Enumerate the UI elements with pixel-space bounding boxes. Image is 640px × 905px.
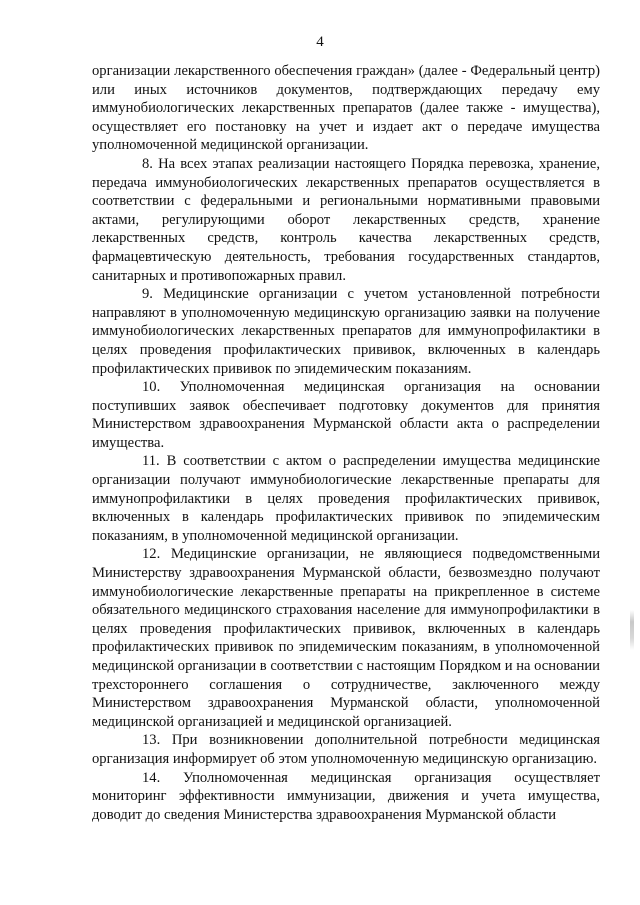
paragraph: 10. Уполномоченная медицинская организация на основании поступивших заявок обеспечивает подготовку документов для принятия Министерством здравоохранения Мурманской области акта о распределении имущества. — [92, 379, 600, 451]
scan-margin-mark — [630, 610, 634, 650]
paragraph: 11. В соответствии с актом о распределении имущества медицинские организации получают иммунобиологические лекарственные препараты для иммунопрофилактики в целях проведения профилактических прививок, включенных в календарь профилактических прививок по эпидемическим показаниям, в уполномоченной медицинской организации. — [92, 453, 600, 544]
paragraph: 12. Медицинские организации, не являющиеся подведомственными Министерству здравоохранения Мурманской области, безвозмездно получают иммунобиологические лекарственные препараты на прикрепленное в системе обязательного медицинского страхования население для иммунопрофилактики в целях проведения профилактических прививок, включенных в календарь профилактических прививок по эпидемическим показаниям, в уполномоченной медицинской организации в соответствии с настоящим Порядком и на основании трехстороннего соглашения о сотрудничестве, заключенного между Министерством здравоохранения Мурманской области, уполномоченной медицинской организацией и медицинской организацией. — [92, 546, 600, 730]
paragraph: 14. Уполномоченная медицинская организация осуществляет мониторинг эффективности иммунизации, движения и учета имущества, доводит до сведения Министерства здравоохранения Мурманской области — [92, 769, 600, 823]
paragraph: 9. Медицинские организации с учетом установленной потребности направляют в уполномоченную медицинскую организацию заявки на получение иммунобиологических лекарственных препаратов для иммунопрофилактики в целях проведения профилактических прививок, включенных в календарь профилактических прививок по эпидемическим показаниям. — [92, 286, 600, 377]
page-number: 4 — [316, 34, 324, 50]
paragraph: организации лекарственного обеспечения граждан» (далее - Федеральный центр) или иных источников документов, подтверждающих передачу ему иммунобиологических лекарственных препаратов (далее также - имущества), осуществляет его постановку на учет и издает акт о передаче имущества уполномоченной медицинской организации. — [92, 63, 600, 154]
paragraph: 13. При возникновении дополнительной потребности медицинская организация информирует об этом уполномоченную медицинскую организацию. — [92, 732, 600, 767]
document-body — [92, 62, 600, 824]
paragraph: 8. На всех этапах реализации настоящего Порядка перевозка, хранение, передача иммунобиологических лекарственных препаратов осуществляется в соответствии с федеральными и региональными нормативными правовыми актами, регулирующими оборот лекарственных средств, хранение лекарственных средств, контроль качества лекарственных средств, фармацевтическую деятельность, требования государственных стандартов, санитарных и противопожарных правил. — [92, 155, 600, 284]
